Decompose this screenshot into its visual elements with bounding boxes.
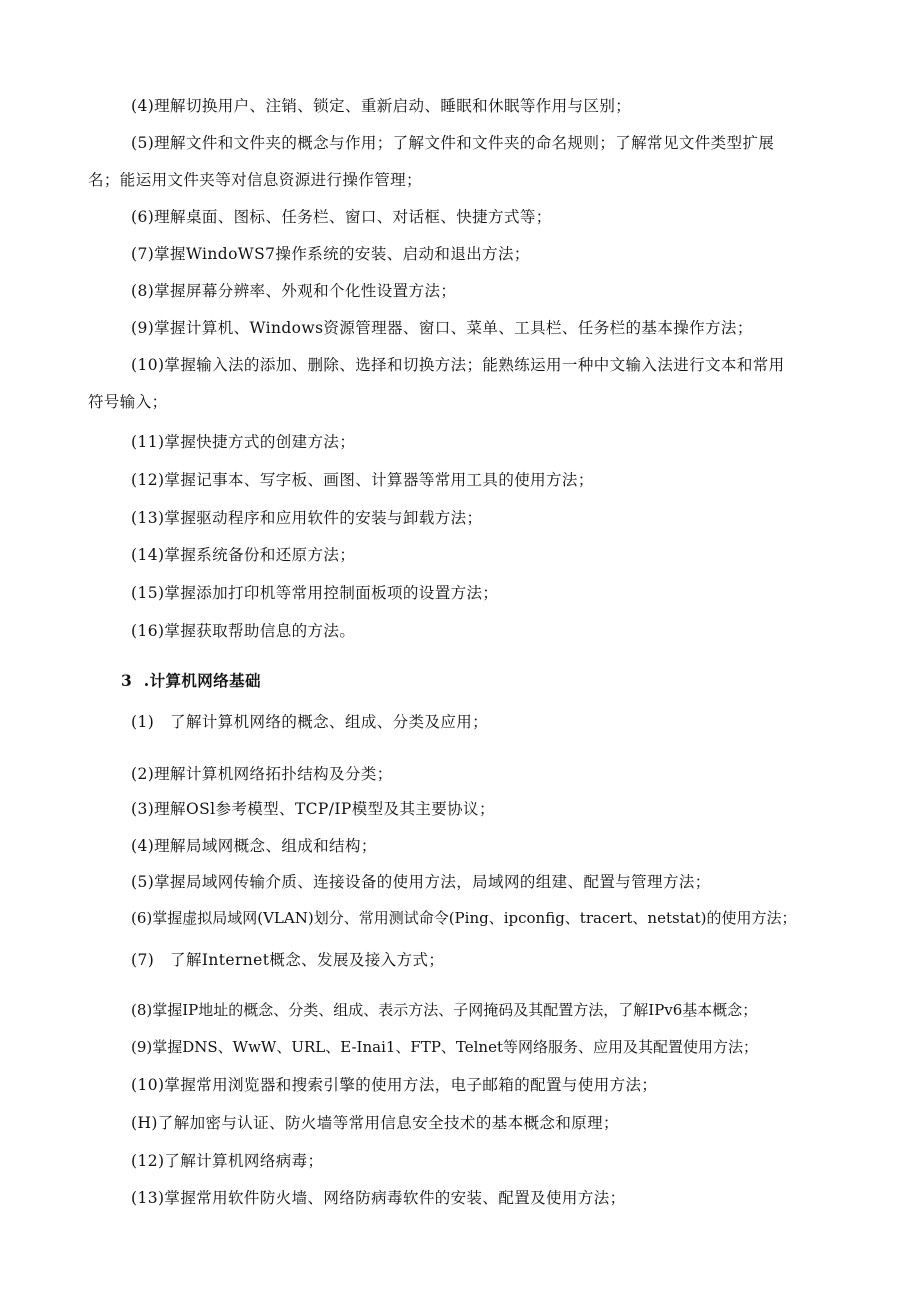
section-heading-text: .计算机网络基础 [143, 671, 261, 690]
list-item-10: (10)掌握输入法的添加、删除、选择和切换方法；能熟练运用一种中文输入法进行文本和常用 [131, 356, 785, 374]
list-item-15: (15)掌握添加打印机等常用控制面板项的设置方法； [131, 584, 499, 602]
network-item-9: (9)掌握DNS、WwW、URL、E-Inai1、FTP、Telnet等网络服务、应用及其配置使用方法； [131, 1038, 758, 1056]
list-item-12: (12)掌握记事本、写字板、画图、计算器等常用工具的使用方法； [131, 471, 594, 489]
network-item-12: (12)了解计算机网络病毒； [131, 1152, 324, 1170]
list-item-5: (5)理解文件和文件夹的概念与作用；了解文件和文件夹的命名规则；了解常见文件类型扩展 [131, 134, 775, 152]
network-item-10: (10)掌握常用浏览器和搜索引擎的使用方法，电子邮箱的配置与使用方法； [131, 1076, 658, 1094]
section-heading-number: 3 [121, 671, 133, 690]
list-item-5-continued: 名；能运用文件夹等对信息资源进行操作管理； [88, 171, 422, 189]
list-item-14: (14)掌握系统备份和还原方法； [131, 546, 356, 564]
network-item-2: (2)理解计算机网络拓扑结构及分类； [131, 765, 393, 783]
network-item-3: (3)理解OSl参考模型、TCP/IP模型及其主要协议； [131, 800, 495, 818]
list-item-8: (8)掌握屏幕分辨率、外观和个化性设置方法； [131, 282, 457, 300]
network-item-8: (8)掌握IP地址的概念、分类、组成、表示方法、子网掩码及其配置方法，了解IPv6基本概念； [131, 1001, 758, 1019]
list-item-4: (4)理解切换用户、注销、锁定、重新启动、睡眠和休眠等作用与区别； [131, 97, 632, 115]
network-item-4: (4)理解局域网概念、组成和结构； [131, 837, 377, 855]
network-item-1: (1) 了解计算机网络的概念、组成、分类及应用； [131, 713, 489, 731]
network-item-11: (H)了解加密与认证、防火墙等常用信息安全技术的基本概念和原理； [131, 1114, 619, 1132]
list-item-11: (11)掌握快捷方式的创建方法； [131, 433, 356, 451]
network-item-5: (5)掌握局域网传输介质、连接设备的使用方法，局域网的组建、配置与管理方法； [131, 873, 711, 891]
list-item-16: (16)掌握获取帮助信息的方法。 [131, 622, 356, 640]
network-item-6: (6)掌握虚拟局域网(VLAN)划分、常用测试命令(Ping、ipconfig、tracert、netstat)的使用方法； [131, 909, 797, 927]
network-item-7: (7) 了解Internet概念、发展及接入方式； [131, 951, 445, 969]
section-heading [121, 671, 261, 691]
list-item-10-continued: 符号输入； [88, 393, 168, 411]
list-item-6: (6)理解桌面、图标、任务栏、窗口、对话框、快捷方式等； [131, 208, 552, 226]
list-item-13: (13)掌握驱动程序和应用软件的安装与卸载方法； [131, 509, 483, 527]
list-item-7: (7)掌握WindoWS7操作系统的安装、启动和退出方法； [131, 245, 530, 263]
network-item-13: (13)掌握常用软件防火墙、网络防病毒软件的安装、配置及使用方法； [131, 1189, 626, 1207]
list-item-9: (9)掌握计算机、Windows资源管理器、窗口、菜单、工具栏、任务栏的基本操作方法； [131, 319, 753, 337]
